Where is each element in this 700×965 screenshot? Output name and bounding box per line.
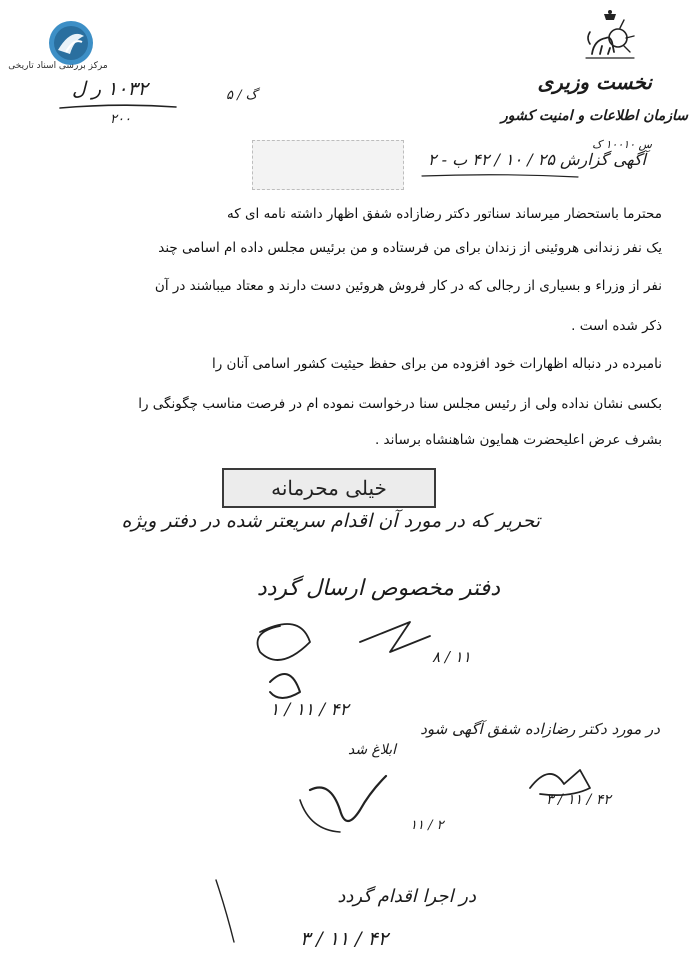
date-1: ۱۱ / ۸ [432,648,471,666]
body-line: بکسی نشان نداده ولی از رئیس مجلس سنا درخواست نموده ام در فرصت مناسب چگونگی را [138,396,662,412]
org-title: نخست وزیری [537,70,652,94]
handwritten-note-2: دفتر مخصوص ارسال گردد [256,576,500,601]
faded-stamp [252,140,404,190]
date-5: ۴۲ / ۱۱ / ۳ [300,928,389,950]
reference-code: س ۱۰۰۱۰ ک [592,138,652,151]
body-line: ذکر شده است . [571,318,662,334]
handwritten-note-5: در اجرا اقدام گردد [337,886,476,907]
classification-stamp [222,468,436,508]
handwritten-note-1: تحریر که در مورد آن اقدام سریعتر شده در دفتر ویژه [121,510,540,532]
body-line: بشرف عرض اعلیحضرت همایون شاهنشاه برساند . [374,432,662,448]
date-3: ۴۲ / ۱۱ / ۳ [546,792,611,808]
archive-logo [48,20,94,66]
handwritten-note-3: در مورد دکتر رضازاده شفق آگهی شود [420,720,660,738]
number-underline [58,102,178,112]
body-line: نفر از وزراء و بسیاری از رجالی که در کار فروش هروئین دست دارند و معتاد میباشند در آن [154,278,662,294]
date-4: ۲ / ۱۱ [410,818,444,833]
handwritten-note-4: ابلاغ شد [348,742,397,758]
lion-and-sun-emblem [580,8,640,68]
report-underline [420,172,580,180]
date-2: ۴۲ / ۱۱ / ۱ [270,700,349,720]
document-sub-number: ۲۰۰ [110,112,131,127]
ga-mark: گ / ۵ [226,88,258,103]
classification-label: خیلی محرمانه [271,476,387,500]
body-line: نامبرده در دنباله اظهارات خود افزوده من برای حفظ حیثیت کشور اسامی آنان را [211,356,662,372]
archive-logo-icon [48,20,94,66]
org-subtitle: سازمان اطلاعات و امنیت کشور [501,108,688,124]
document-number: ۱۰۳۲ ر ل [72,78,148,100]
lion-sun-icon [580,8,640,68]
archive-name: مرکز بررسی اسناد تاریخی [8,61,108,71]
body-line: یک نفر زندانی هروئینی از زندان برای من فرستاده و من برئیس مجلس داده ام اسامی چند [158,240,662,256]
check-mark-scribble [290,770,400,850]
margin-stroke [206,870,246,950]
body-line: محترما باستحضار میرساند سناتور دکتر رضازاده شفق اظهار داشته نامه ای که [227,206,662,222]
report-line: آگهی گزارش ۲۵ / ۱۰ / ۴۲ ب - ۲ [427,150,646,169]
